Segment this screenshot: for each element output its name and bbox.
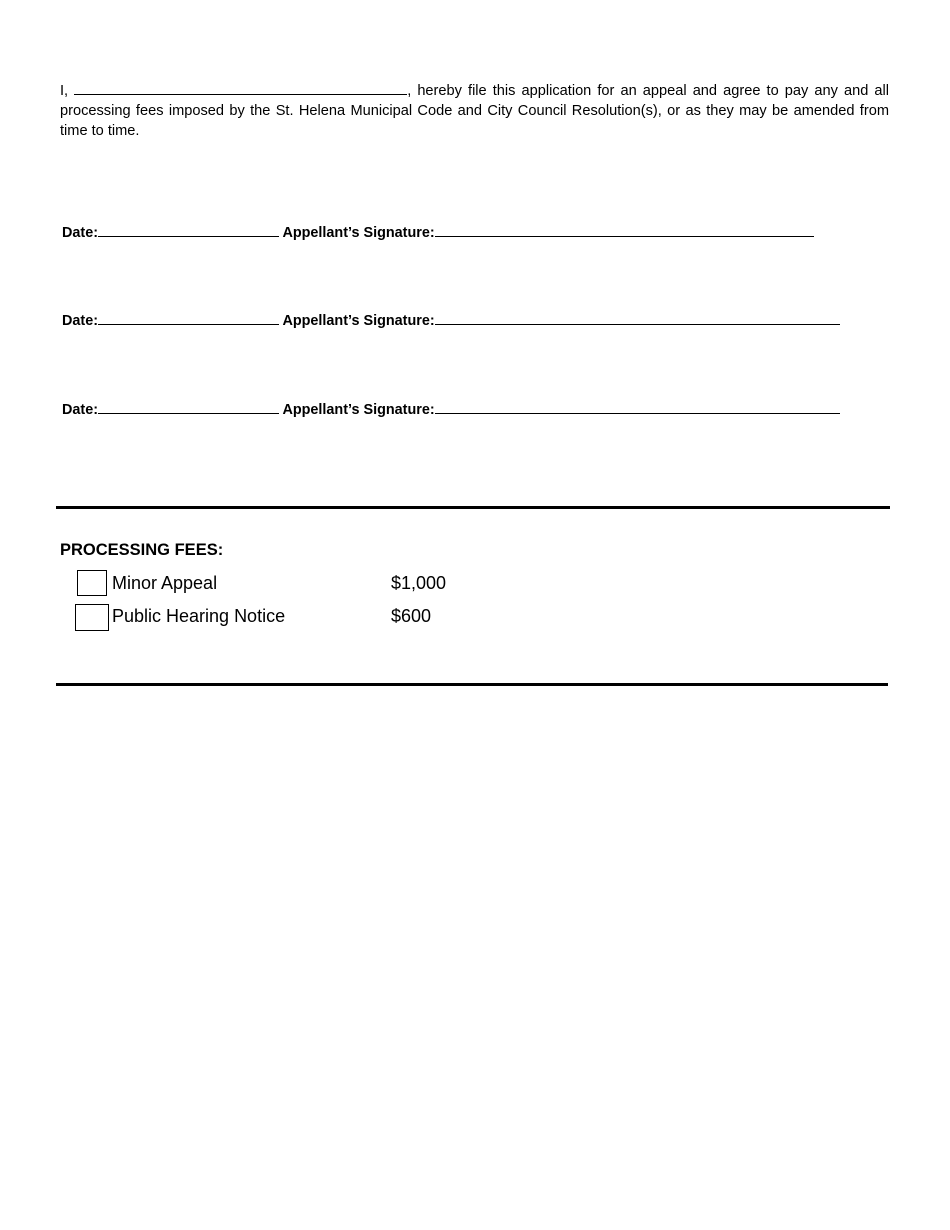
date-field[interactable] (98, 222, 279, 237)
fee-label: Minor Appeal (112, 573, 218, 593)
public-hearing-notice-checkbox[interactable] (75, 604, 109, 631)
fee-amount: $1,000 (391, 573, 447, 593)
minor-appeal-checkbox[interactable] (77, 570, 107, 596)
section-divider-top (56, 506, 890, 509)
date-label: Date: (62, 225, 98, 241)
signature-label: Appellant’s Signature: (282, 402, 435, 418)
processing-fees-title: PROCESSING FEES: (60, 541, 224, 559)
date-field[interactable] (98, 399, 279, 414)
declaration-prefix: I, (60, 83, 69, 99)
section-divider-bottom (56, 683, 888, 686)
signature-row-1 (62, 222, 814, 241)
signature-row-2 (62, 310, 840, 329)
date-field[interactable] (98, 310, 279, 325)
signature-field[interactable] (435, 399, 840, 414)
signature-label: Appellant’s Signature: (282, 313, 435, 329)
signature-row-3 (62, 399, 840, 418)
signature-field[interactable] (435, 310, 840, 325)
date-label: Date: (62, 402, 98, 418)
signature-field[interactable] (435, 222, 814, 237)
signature-label: Appellant’s Signature: (282, 225, 435, 241)
fee-label: Public Hearing Notice (112, 606, 286, 626)
fee-amount: $600 (391, 606, 432, 626)
declaration-text: , hereby file this application for an appeal and agree to pay any and all processing fees imposed by the St. Helena Municipal Code and City Council Resolution(s), or as they may be amended from time to time. (60, 83, 889, 139)
declaration-paragraph (60, 80, 889, 141)
date-label: Date: (62, 313, 98, 329)
appellant-name-field[interactable] (74, 80, 407, 95)
